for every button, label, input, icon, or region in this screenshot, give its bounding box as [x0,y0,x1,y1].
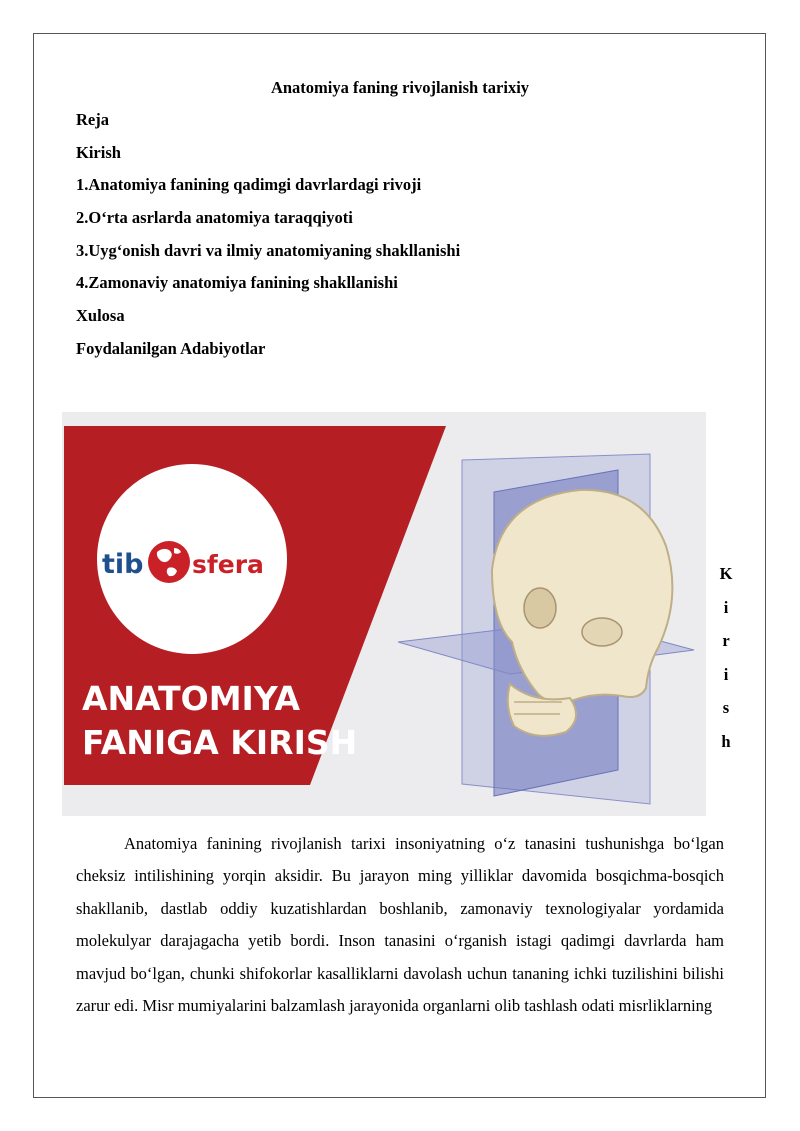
toc-item-1: 1.Anatomiya fanining qadimgi davrlardagi rivoji [76,175,422,195]
banner-headline-line2: FANIGA KIRISH [82,723,358,762]
logo-text-sfera: sfera [192,550,264,579]
toc-item-2: 2.O‘rta asrlarda anatomiya taraqqiyoti [76,208,353,228]
document-title: Anatomiya faning rivojlanish tarixiy [270,78,530,97]
toc-item-kirish: Kirish [76,142,121,162]
toc-item-reja: Reja [76,110,109,129]
course-banner-image [62,412,706,816]
logo-text-tib: tib [102,549,144,580]
anatomical-planes-illustration [398,454,694,804]
toc-item-3: 3.Uyg‘onish davri va ilmiy anatomiyaning shakllanishi [76,240,461,260]
heading-letter: h [721,731,731,751]
heading-letter: i [723,664,729,684]
banner-graphic [62,412,706,816]
toc-item-xulosa: Xulosa [76,306,125,326]
section-heading-kirish [714,564,738,765]
toc-item-adabiyotlar: Foydalanilgan Adabiyotlar [76,338,266,358]
globe-icon [148,541,190,583]
heading-letter: i [723,597,729,617]
toc-item-4: 4.Zamonaviy anatomiya fanining shakllanishi [76,273,398,293]
banner-headline-line1: ANATOMIYA [82,679,301,718]
table-of-contents [76,108,460,370]
heading-letter: s [722,698,730,717]
body-paragraph: Anatomiya fanining rivojlanish tarixi insoniyatning o‘z tanasini tushunishga bo‘lgan cheksiz intilishining yorqin aksidir. Bu jarayon ming yilliklar davomida bosqichma-bosqich shakllanib, dastlab oddiy kuzatishlardan boshlanib, zamonaviy texnologiyalar yordamida molekulyar darajagacha yetib bordi. Inson tanasini o‘rganish istagi qadimgi davrlarda ham mavjud bo‘lgan, chunki shifokorlar kasalliklarni davolash uchun tananing ichki tuzilishini bilishi zarur edi. Misr mumiyalarini balzamlash jarayonida organlarni olib tashlash odati misrliklarning [76,834,724,1016]
heading-letter: r [722,631,730,650]
heading-letter: K [719,564,733,583]
